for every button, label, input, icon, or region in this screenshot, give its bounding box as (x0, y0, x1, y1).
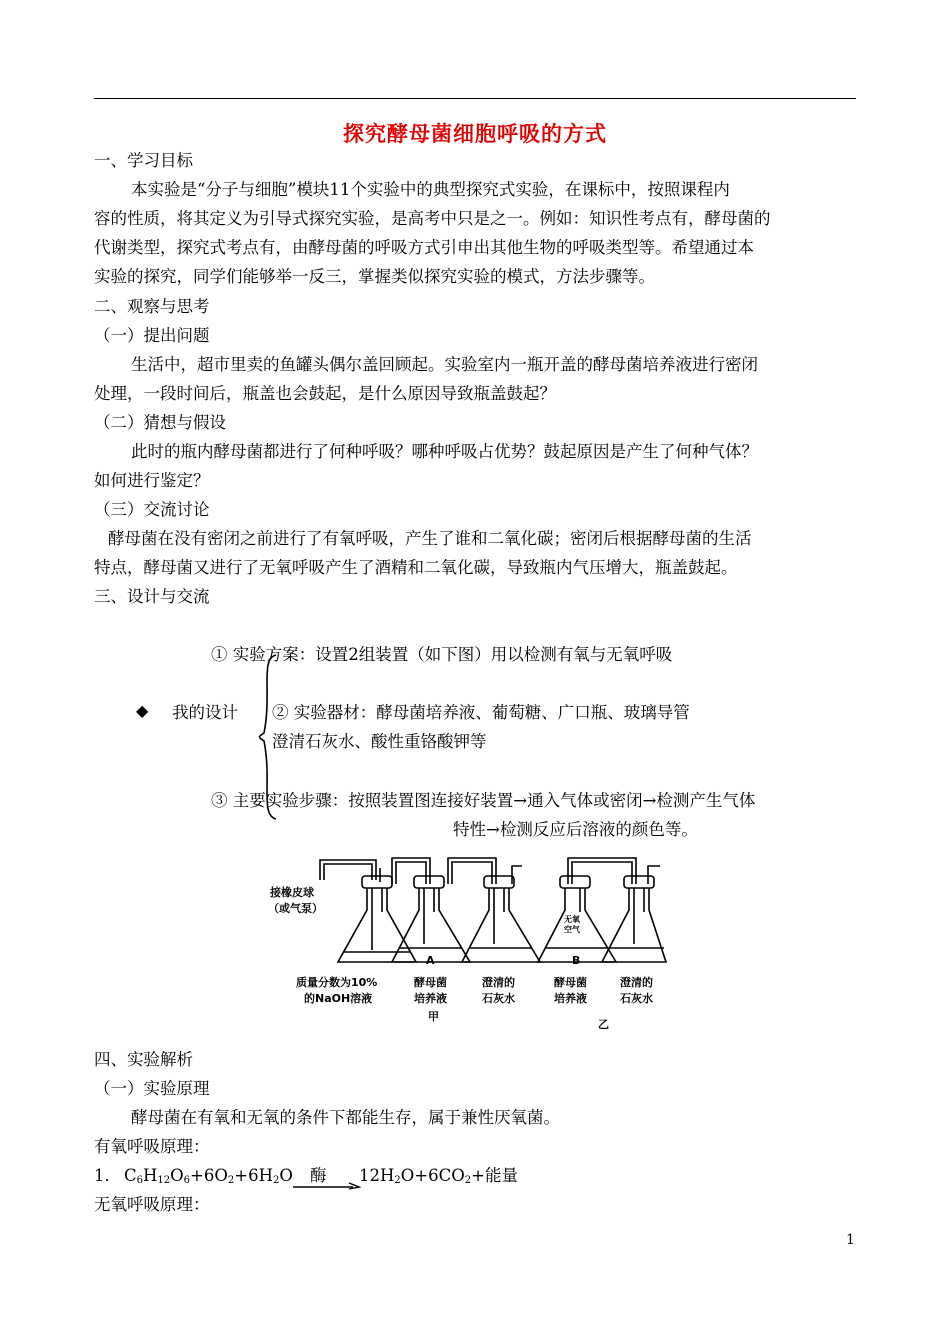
caption-yeast-b: 培养液 (554, 992, 587, 1005)
paragraph-line: 实验的探究，同学们能够举一反三，掌握类似探究实验的模式，方法步骤等。 (94, 267, 655, 286)
caption-yeast-a: 酵母菌 (414, 976, 447, 989)
caption-naoh: 质量分数为10% (296, 976, 378, 989)
noair-label: 无氧 (564, 915, 580, 924)
design-item-3: ③ 主要实验步骤：按照装置图连接好装置→通入气体或密闭→检测产生气体 (211, 791, 756, 810)
section-heading-2: 二、观察与思考 (94, 297, 210, 316)
subsection-heading: （三）交流讨论 (94, 500, 210, 519)
paragraph-line: 生活中，超市里卖的鱼罐头偶尔盖回顾起。实验室内一瓶开盖的酵母菌培养液进行密闭 (131, 355, 758, 374)
paragraph-line: 如何进行鉴定？ (94, 471, 210, 490)
group-label: 乙 (598, 1018, 609, 1031)
section-heading-1: 一、学习目标 (94, 151, 193, 170)
bullet-diamond-icon: ◆ (136, 701, 149, 720)
subsection-heading: （一）实验原理 (94, 1079, 210, 1098)
group-label: 甲 (428, 1010, 439, 1023)
paragraph-line: 代谢类型，探究式考点有，由酵母菌的呼吸方式引申出其他生物的呼吸类型等。希望通过本 (94, 238, 754, 257)
paragraph-line: 酵母菌在有氧和无氧的条件下都能生存，属于兼性厌氧菌。 (131, 1108, 560, 1127)
paragraph-line: 此时的瓶内酵母菌都进行了何种呼吸？哪种呼吸占优势？鼓起原因是产生了何种气体？ (131, 442, 758, 461)
paragraph-line: 特点，酵母菌又进行了无氧呼吸产生了酒精和二氧化碳，导致瓶内气压增大，瓶盖鼓起。 (94, 558, 738, 577)
page-number: 1 (846, 1232, 855, 1248)
design-item-2-cont: 澄清石灰水、酸性重铬酸钾等 (272, 732, 487, 751)
paragraph-line: 酵母菌在没有密闭之前进行了有氧呼吸，产生了谁和二氧化碳；密闭后根据酵母菌的生活 (108, 529, 752, 548)
design-item-1: ① 实验方案：设置2组装置（如下图）用以检测有氧与无氧呼吸 (211, 645, 673, 664)
noair-label: 空气 (564, 925, 580, 934)
caption-lime-2: 石灰水 (620, 992, 653, 1005)
section-heading-4: 四、实验解析 (94, 1050, 193, 1069)
pump-label: 接橡皮球 (270, 886, 314, 899)
reaction-arrow-icon (293, 1176, 361, 1190)
curly-brace (250, 653, 290, 821)
design-item-2: ② 实验器材：酵母菌培养液、葡萄糖、广口瓶、玻璃导管 (272, 703, 690, 722)
caption-naoh: 的NaOH溶液 (304, 992, 373, 1005)
pump-label: （或气泵） (268, 902, 323, 915)
equation-number: 1． (94, 1166, 121, 1185)
enzyme-label: 酶 (310, 1166, 327, 1185)
equation-reactants: $C_6H_{12}O_6+6O_2+6H_2O$ (124, 1166, 293, 1186)
apparatus-diagram (268, 852, 668, 1040)
caption-lime-2: 澄清的 (620, 976, 653, 989)
paragraph-line: 本实验是“分子与细胞”模块11个实验中的典型探究式实验，在课标中，按照课程内 (131, 180, 730, 199)
caption-lime-1: 石灰水 (482, 992, 515, 1005)
flask-label-a: A (426, 954, 435, 967)
subsection-heading: （一）提出问题 (94, 326, 210, 345)
subsection-heading: （二）猜想与假设 (94, 413, 226, 432)
equation-products: $12H_2O+6CO_2+$能量 (359, 1166, 518, 1186)
design-label: 我的设计 (172, 703, 238, 722)
header-rule (94, 98, 856, 99)
caption-yeast-b: 酵母菌 (554, 976, 587, 989)
caption-lime-1: 澄清的 (482, 976, 515, 989)
flask-label-b: B (572, 954, 581, 967)
design-item-3-cont: 特性→检测反应后溶液的颜色等。 (453, 820, 698, 839)
caption-yeast-a: 培养液 (414, 992, 447, 1005)
anaerobic-label: 无氧呼吸原理： (94, 1195, 210, 1214)
aerobic-label: 有氧呼吸原理： (94, 1137, 210, 1156)
section-heading-3: 三、设计与交流 (94, 587, 210, 606)
page-title: 探究酵母菌细胞呼吸的方式 (343, 121, 607, 146)
paragraph-line: 处理，一段时间后，瓶盖也会鼓起，是什么原因导致瓶盖鼓起？ (94, 384, 556, 403)
paragraph-line: 容的性质，将其定义为引导式探究实验，是高考中只是之一。例如：知识性考点有，酵母菌的 (94, 209, 771, 228)
